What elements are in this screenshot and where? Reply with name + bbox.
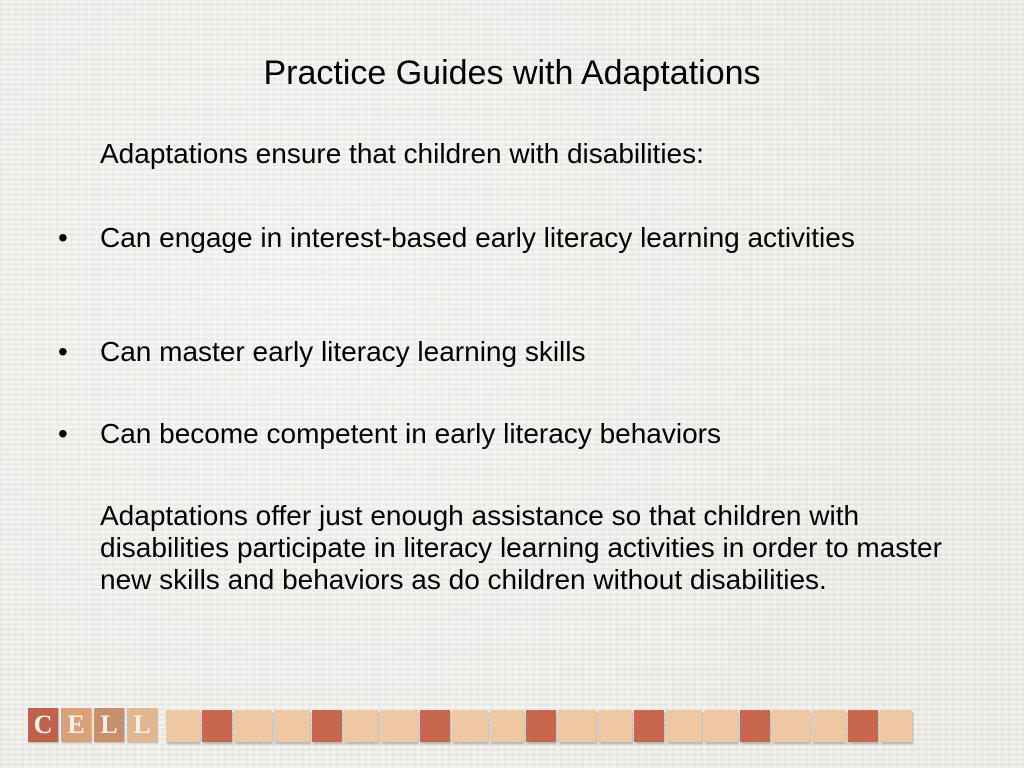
- logo-letter-l: [94, 708, 124, 742]
- intro-text: Adaptations ensure that children with disabilities:: [100, 138, 704, 169]
- footer-tile: [634, 710, 664, 742]
- logo-letter-e: [61, 708, 91, 742]
- footer-tile: [704, 710, 738, 742]
- footer-tile-strip: [26, 706, 1001, 746]
- footer-tile: [420, 710, 450, 742]
- footer-tile: [812, 710, 846, 742]
- footer-tile: [526, 710, 556, 742]
- footer-tile: [166, 710, 200, 742]
- logo-letter-c: [28, 708, 58, 742]
- footer-tile: [274, 710, 310, 742]
- bullet-text: Can become competent in early literacy behaviors: [100, 418, 721, 449]
- footer-tile: [880, 710, 912, 742]
- bullet-item-3: [58, 418, 980, 450]
- logo-letter-l-2: [127, 708, 157, 742]
- bullet-dot: •: [58, 336, 68, 367]
- footer-tile: [380, 710, 418, 742]
- bullet-dot: •: [58, 222, 68, 253]
- footer-tile: [344, 710, 378, 742]
- footer-tile: [666, 710, 702, 742]
- footer-tile: [848, 710, 878, 742]
- logo-letter-text: L: [100, 710, 118, 739]
- logo-letter-text: L: [133, 710, 151, 739]
- logo-letter-text: E: [67, 710, 85, 739]
- footer-tile: [558, 710, 596, 742]
- cell-logo: [28, 708, 157, 744]
- bullet-item-2: [58, 336, 980, 368]
- bullet-dot: •: [58, 418, 68, 449]
- footer-tile: [598, 710, 632, 742]
- footer-tile: [772, 710, 810, 742]
- closing-text: Adaptations offer just enough assistance so that children with disabilities participate in literacy learning activities in order to master new skills and behaviors as do children without disabilities.: [100, 500, 942, 595]
- footer-tile: [740, 710, 770, 742]
- bullet-text: Can engage in interest-based early literacy learning activities: [100, 222, 855, 253]
- slide-title: Practice Guides with Adaptations: [263, 54, 761, 92]
- footer-tile: [490, 710, 524, 742]
- footer-tile: [202, 710, 232, 742]
- footer-tile: [452, 710, 488, 742]
- footer-banner: [26, 706, 1001, 746]
- bullet-item-1: [58, 222, 980, 254]
- bullet-text: Can master early literacy learning skills: [100, 336, 586, 367]
- footer-tile: [312, 710, 342, 742]
- footer-tile: [234, 710, 272, 742]
- logo-letter-text: C: [33, 710, 53, 739]
